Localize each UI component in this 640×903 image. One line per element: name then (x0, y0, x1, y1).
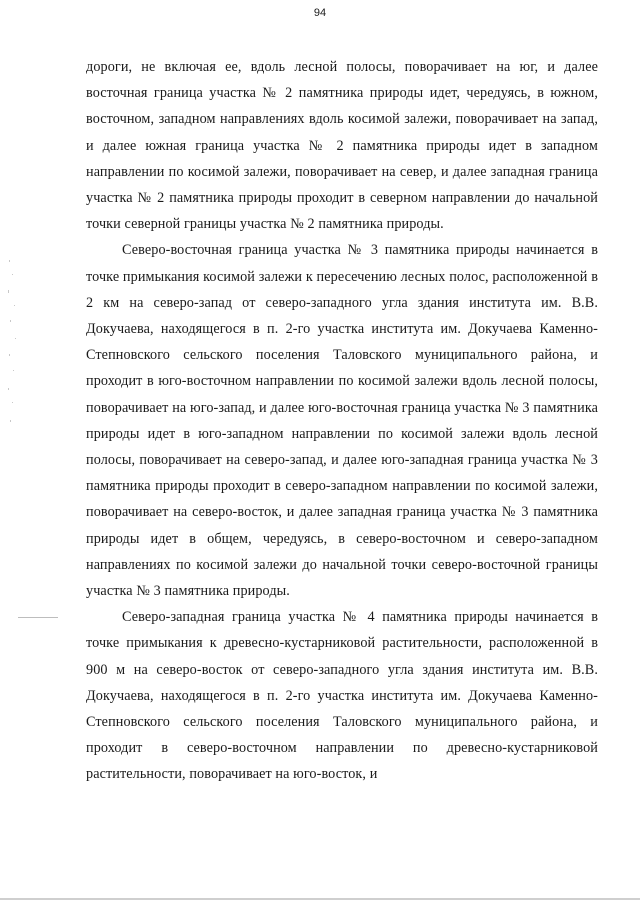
paragraph-plot-4: Северо-западная граница участка № 4 памятника природы начинается в точке примыкания к древесно-кустарниковой растительности, расположенной в 900 м на северо-восток от северо-западного угла здания института им. В.В. Докучаева, находящегося в п. 2-го участка института им. Докучаева Каменно-Степновского сельского поселения Таловского муниципального района, и проходит в северо-восточном направлении по древесно-кустарниковой растительности, поворачивает на юго-восток, и (86, 609, 598, 783)
scan-mark (18, 617, 58, 618)
paragraph-continuation: дороги, не включая ее, вдоль лесной полосы, поворачивает на юг, и далее восточная граница участка № 2 памятника природы идет, чередуясь, в южном, восточном, западном направлениях вдоль косимой залежи, поворачивает на запад, и далее южная граница участка № 2 памятника природы идет в западном направлении по косимой залежи, поворачивает на север, и далее западная граница участка № 2 памятника природы проходит в северном направлении до начальной точки северной границы участка № 2 памятника природы. (86, 59, 598, 233)
paragraph-plot-3: Северо-восточная граница участка № 3 памятника природы начинается в точке примыкания косимой залежи к пересечению лесных полос, расположенной в 2 км на северо-запад от северо-западного угла здания института им. В.В. Докучаева, находящегося в п. 2-го участка института им. Докучаева Каменно-Степновского сельского поселения Таловского муниципального района, и проходит в юго-восточном направлении по косимой залежи вдоль лесной полосы, поворачивает на юго-запад, и далее юго-восточная граница участка № 3 памятника природы идет в юго-западном направлении по косимой залежи вдоль лесной полосы, поворачивает на северо-запад, и далее юго-западная граница участка № 3 памятника природы проходит в северо-западном направлении по косимой залежи, поворачивает на северо-восток, и далее западная граница участка № 3 памятника природы идет в общем, чередуясь, в северо-восточном и северо-западном направлениях по косимой залежи до начальной точки северо-восточной границы участка № 3 памятника природы. (86, 242, 598, 600)
document-body (86, 54, 598, 788)
page-bottom-edge (0, 898, 640, 900)
scan-specks (6, 250, 20, 450)
page-number: 94 (313, 7, 327, 19)
